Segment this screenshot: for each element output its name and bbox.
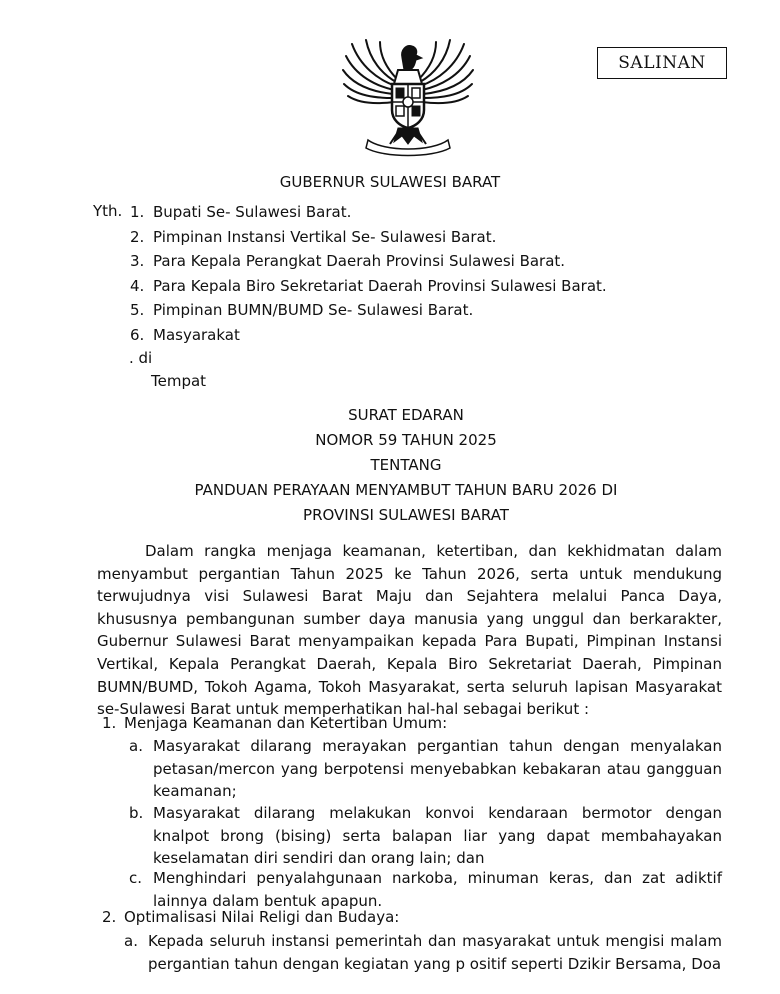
list-item: 4. Para Kepala Biro Sekretariat Daerah Provinsi Sulawesi Barat. [130,276,607,295]
list-item: b. Masyarakat dilarang melakukan konvoi kendaraan bermotor dengan knalpot brong (bising) serta balapan liar yang dapat membahayakan keselamatan diri sendiri dan orang lain; dan [129,804,722,867]
section-heading: 1. Menjaga Keamanan dan Ketertiban Umum: [102,714,448,732]
salinan-stamp: SALINAN [597,47,727,79]
list-item: 1. Bupati Se- Sulawesi Barat. [130,203,352,221]
list-item: 6. Masyarakat [130,325,240,344]
list-item: a. Masyarakat dilarang merayakan pergantian tahun dengan menyalakan petasan/mercon yang berpotensi menyebabkan kebakaran atau gangguan keamanan; [129,737,722,800]
heading-subject-line2: PROVINSI SULAWESI BARAT [303,506,509,524]
list-item: c. Menghindari penyalahgunaan narkoba, minuman keras, dan zat adiktif lainnya dalam bentuk apapun. [129,869,722,910]
heading-surat-edaran: SURAT EDARAN [348,406,464,424]
addressee-place: Tempat [151,372,207,390]
section-heading: 2. Optimalisasi Nilai Religi dan Budaya: [102,908,400,926]
list-item: a. Kepada seluruh instansi pemerintah dan masyarakat untuk mengisi malam pergantian tahun dengan kegiatan yang p ositif seperti Dzikir Bersama, Doa [124,932,722,973]
intro-paragraph: Dalam rangka menjaga keamanan, ketertiban, dan kekhidmatan dalam menyambut pergantian Tahun 2025 ke Tahun 2026, serta untuk mendukung terwujudnya visi Sulawesi Barat Maju dan Sejahtera melalui Panca Daya, khususnya pembangunan sumber daya manusia yang unggul dan berkarakter, Gubernur Sulawesi Barat menyampaikan kepada Para Bupati, Pimpinan Instansi Vertikal, Kepala Perangkat Daerah, Kepala Biro Sekretariat Daerah, Pimpinan BUMN/BUMD, Tokoh Agama, Tokoh Masyarakat, serta seluruh lapisan Masyarakat se-Sulawesi Barat untuk memperhatikan hal-hal sebagai berikut : [97,542,722,719]
addressee-di: . di [129,349,153,367]
heading-tentang: TENTANG [370,456,442,474]
heading-subject-line1: PANDUAN PERAYAAN MENYAMBUT TAHUN BARU 2026 DI [194,481,618,499]
list-item: 2. Pimpinan Instansi Vertikal Se- Sulawesi Barat. [130,227,497,246]
list-item: 5. Pimpinan BUMN/BUMD Se- Sulawesi Barat. [130,301,474,320]
garuda-emblem-icon [338,36,478,158]
addressee-list [130,202,607,350]
issuer-title: GUBERNUR SULAWESI BARAT [279,173,501,191]
list-item: 3. Para Kepala Perangkat Daerah Provinsi Sulawesi Barat. [130,252,566,271]
addressee-prefix: Yth. [93,202,123,220]
heading-nomor: NOMOR 59 TAHUN 2025 [315,431,497,449]
